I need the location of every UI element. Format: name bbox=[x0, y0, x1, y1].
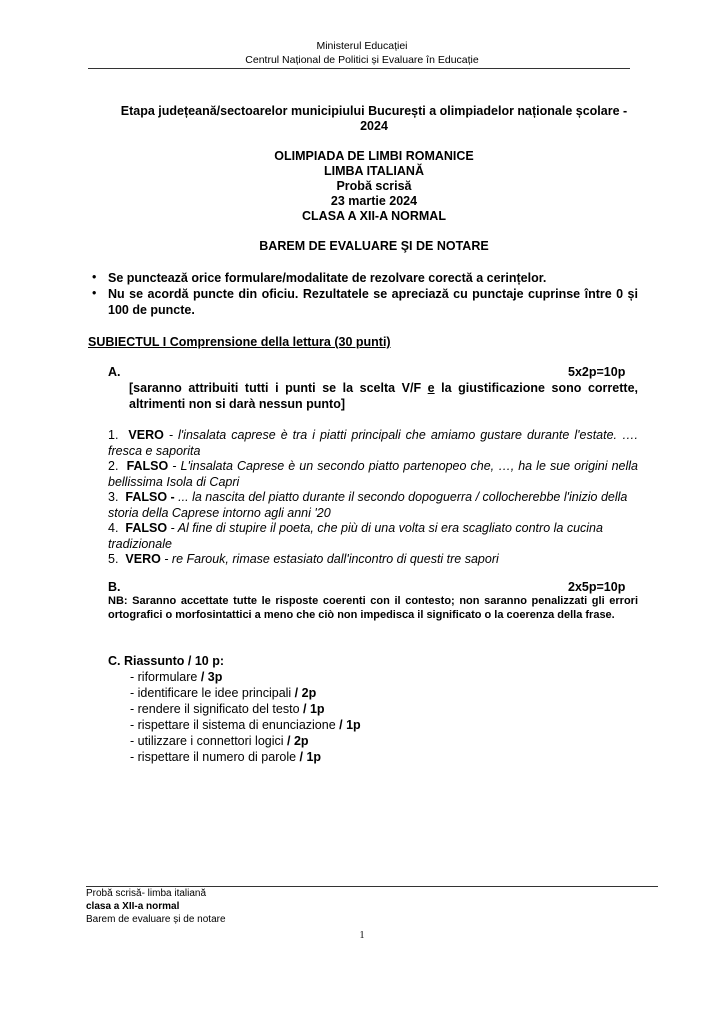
bullet-icon: • bbox=[92, 286, 97, 300]
answer-item: 1. VERO - l'insalata caprese è tra i piatti principali che amiamo gustare durante l'estate. …. fresca e saporita bbox=[108, 428, 638, 458]
footer-divider bbox=[86, 886, 658, 887]
rubric-item: - identificare le idee principali / 2p bbox=[130, 686, 317, 700]
rubric-item: - rispettare il sistema di enunciazione / 1p bbox=[130, 718, 361, 732]
part-b-label: B. bbox=[108, 580, 121, 594]
answer-item: 5. VERO - re Farouk, rimase estasiato dall'incontro di questi tre sapori bbox=[108, 552, 499, 566]
rubric-item: - rendere il significato del testo / 1p bbox=[130, 702, 325, 716]
header-divider bbox=[88, 68, 630, 69]
footer-class: clasa a XII-a normal bbox=[86, 901, 180, 912]
bullet-icon: • bbox=[92, 270, 97, 284]
rubric-item: - riformulare / 3p bbox=[130, 670, 223, 684]
title-line-1: Etapa județeană/sectoarelor municipiului București a olimpiadelor naționale școlare - bbox=[120, 104, 628, 118]
olympiad-name: OLIMPIADA DE LIMBI ROMANICE bbox=[274, 149, 474, 163]
answer-item: 4. FALSO - Al fine di stupire il poeta, che più di una volta si era scagliato contro la cucina tradizionale bbox=[108, 521, 603, 551]
language-name: LIMBA ITALIANĂ bbox=[324, 164, 424, 178]
part-b-note: NB: Saranno accettate tutte le risposte coerenti con il contesto; non saranno penalizzati gli errori ortografici o morfosintattici a meno che ciò non impedisca il significato o la coerenza della frase. bbox=[108, 595, 638, 621]
part-a-instruction: [saranno attribuiti tutti i punti se la scelta V/F e la giustificazione sono corrette, altrimenti non si darà nessun punto] bbox=[129, 381, 638, 411]
page-number: 1 bbox=[359, 930, 365, 941]
part-b-points: 2x5p=10p bbox=[568, 580, 626, 594]
exam-type: Probă scrisă bbox=[336, 179, 412, 193]
footer-barem: Barem de evaluare și de notare bbox=[86, 914, 226, 925]
exam-date: 23 martie 2024 bbox=[330, 194, 418, 208]
answer-item: 2. FALSO - L'insalata Caprese è un secondo piatto partenopeo che, …, ha le sue origini nella bellissima Isola di Capri bbox=[108, 459, 638, 489]
rubric-item: - rispettare il numero di parole / 1p bbox=[130, 750, 322, 764]
answer-item: 3. FALSO - ... la nascita del piatto durante il secondo dopoguerra / collocherebbe l'inizio della storia della Caprese intorno agli anni '20 bbox=[108, 490, 628, 520]
part-a-label: A. bbox=[108, 365, 121, 379]
rule-1: Se punctează orice formulare/modalitate de rezolvare corectă a cerințelor. bbox=[108, 271, 547, 285]
rubric-item: - utilizzare i connettori logici / 2p bbox=[130, 734, 309, 748]
barem-title: BAREM DE EVALUARE ŞI DE NOTARE bbox=[259, 239, 489, 253]
title-line-2: 2024 bbox=[360, 119, 388, 133]
rule-2: Nu se acordă puncte din oficiu. Rezultatele se apreciază cu punctaje cuprinse între 0 și 100 de puncte. bbox=[108, 287, 638, 317]
subject-heading: SUBIECTUL I Comprensione della lettura (30 punti) bbox=[88, 335, 391, 349]
footer-exam: Probă scrisă- limba italiană bbox=[86, 888, 207, 899]
part-a-points: 5x2p=10p bbox=[568, 365, 626, 379]
header-ministry: Ministerul Educației bbox=[316, 40, 408, 52]
part-c-label: C. Riassunto / 10 p: bbox=[108, 654, 224, 668]
header-center: Centrul Național de Politici și Evaluare în Educație bbox=[245, 54, 479, 66]
exam-class: CLASA A XII-A NORMAL bbox=[302, 209, 446, 223]
